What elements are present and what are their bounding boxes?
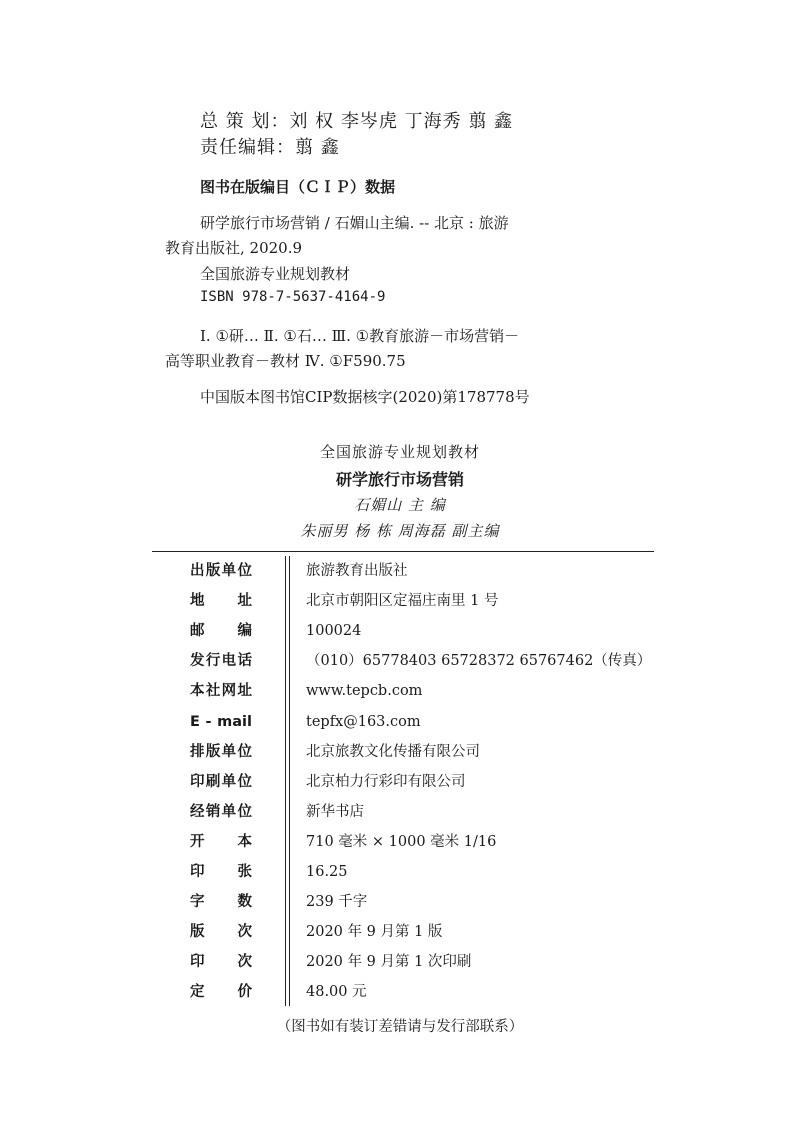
info-row-label: 本社网址 <box>190 683 252 700</box>
info-row-value: 16.25 <box>306 864 348 880</box>
info-row <box>0 797 800 827</box>
cip-line-isbn: ISBN 978-7-5637-4164-9 <box>200 289 386 305</box>
cip-line-classification-cont: 高等职业教育－教材 Ⅳ. ①F590.75 <box>165 352 406 370</box>
info-row <box>0 767 800 797</box>
binding-error-note: （图书如有装订差错请与发行部联系） <box>276 1019 524 1035</box>
info-row <box>0 707 800 737</box>
info-row-value: （010）65778403 65728372 65767462（传真） <box>306 653 652 670</box>
info-row-label: 印次 <box>190 954 252 971</box>
info-row <box>0 857 800 887</box>
info-row-label: 地址 <box>190 593 252 610</box>
info-row <box>0 887 800 917</box>
associate-editors: 朱丽男 杨 栋 周海磊 副主编 <box>300 522 500 540</box>
info-row-value: 旅游教育出版社 <box>306 563 408 579</box>
info-row-value: tepfx@163.com <box>306 713 421 730</box>
cip-line-publisher: 教育出版社, 2020.9 <box>165 239 303 257</box>
info-row-label: 开本 <box>190 833 252 850</box>
info-row-label: 排版单位 <box>190 743 252 760</box>
info-row <box>0 586 800 616</box>
info-row-value: 100024 <box>306 623 362 640</box>
info-row-value: 北京市朝阳区定福庄南里 1 号 <box>306 593 499 610</box>
info-row-value: 新华书店 <box>306 803 364 820</box>
cip-line-series: 全国旅游专业规划教材 <box>200 265 351 283</box>
table-top-rule <box>152 551 654 552</box>
book-title: 研学旅行市场营销 <box>335 470 464 489</box>
info-row <box>0 556 800 586</box>
info-row <box>0 676 800 706</box>
info-row-value: www.tepcb.com <box>306 683 423 700</box>
info-row-value: 48.00 元 <box>306 984 367 1001</box>
info-row-label: 定价 <box>190 984 252 1001</box>
info-row-label: 版次 <box>190 924 252 941</box>
info-row-value: 2020 年 9 月第 1 次印刷 <box>306 954 472 971</box>
info-row <box>0 827 800 857</box>
info-row-label: 印刷单位 <box>190 773 252 790</box>
info-row <box>0 977 800 1007</box>
chief-editor: 石媚山 主 编 <box>354 496 446 514</box>
info-row-label: E - mail <box>190 713 252 730</box>
cip-line-record-number: 中国版本图书馆CIP数据核字(2020)第178778号 <box>200 388 530 406</box>
cip-line-classification: Ⅰ. ①研… Ⅱ. ①石… Ⅲ. ①教育旅游－市场营销－ <box>200 327 520 345</box>
info-row-label: 经销单位 <box>190 803 252 820</box>
info-row-label: 字数 <box>190 894 252 911</box>
general-planner-line: 总 策 划：刘 权 李岑虎 丁海秀 翦 鑫 <box>200 111 514 132</box>
info-row <box>0 616 800 646</box>
info-row-value: 2020 年 9 月第 1 版 <box>306 924 443 941</box>
series-name: 全国旅游专业规划教材 <box>319 443 480 461</box>
cip-heading: 图书在版编目（ＣＩＰ）数据 <box>200 178 396 196</box>
cip-line-title: 研学旅行市场营销 / 石媚山主编. -- 北京 : 旅游 <box>200 214 509 232</box>
info-row-label: 出版单位 <box>190 563 252 579</box>
info-row-value: 239 千字 <box>306 894 368 911</box>
info-row <box>0 646 800 676</box>
info-row-label: 发行电话 <box>190 653 252 670</box>
info-row-value: 710 毫米 × 1000 毫米 1/16 <box>306 833 497 850</box>
info-row <box>0 947 800 977</box>
info-row <box>0 917 800 947</box>
info-row-value: 北京旅教文化传播有限公司 <box>306 743 480 760</box>
info-row <box>0 737 800 767</box>
info-row-label: 印张 <box>190 864 252 880</box>
info-row-label: 邮编 <box>190 623 252 640</box>
responsible-editor-line: 责任编辑：翦 鑫 <box>200 137 340 158</box>
info-row-value: 北京柏力行彩印有限公司 <box>306 773 466 790</box>
